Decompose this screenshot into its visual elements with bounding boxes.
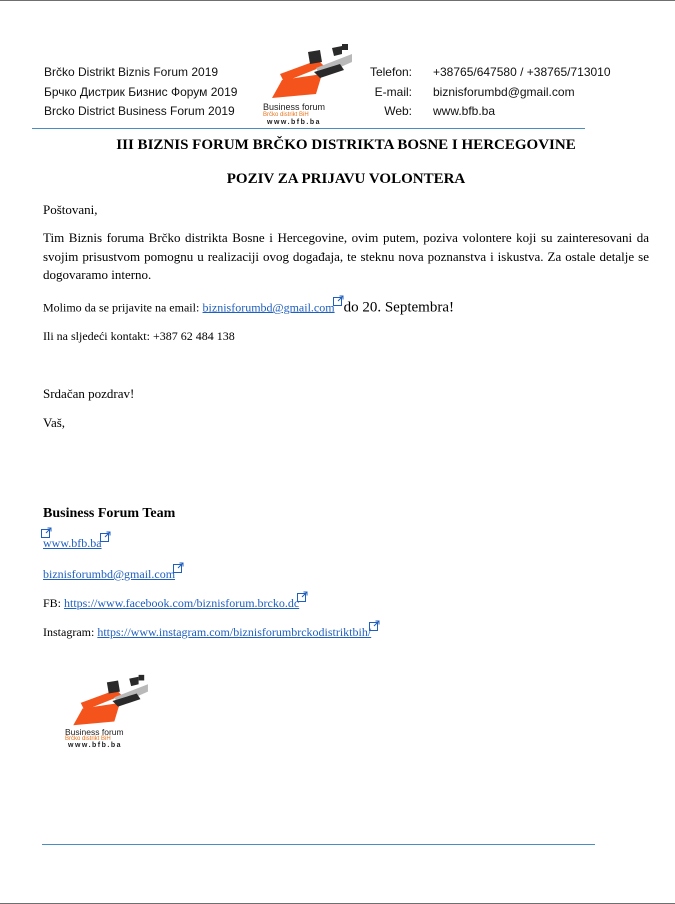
apply-email-link[interactable]: biznisforumbd@gmail.com	[202, 300, 335, 315]
instagram-label: Instagram:	[43, 625, 95, 639]
org-name-latin: Brčko Distrikt Biznis Forum 2019	[44, 65, 219, 79]
logo-caption-web: www.bfb.ba	[267, 119, 322, 126]
org-name-cyrillic: Брчко Дистрик Бизнис Форум 2019	[44, 84, 238, 99]
external-link-icon	[100, 531, 111, 542]
facebook-label: FB:	[43, 596, 62, 610]
closing: Srdačan pozdrav!	[43, 386, 135, 401]
logo-caption-region: Brčko distrikt BiH	[263, 112, 309, 118]
logo-caption-name: Business forum	[263, 102, 326, 112]
invitation-paragraph: Tim Biznis foruma Brčko distrikta Bosne i Hercegovine, ovim putem, poziva volontere koji su zainteresovani da svojim prisustvom pomognu u realizaciji ovog događaja, te steknu nova poznanstva i iskustva. Za ostale detalje se dogovaramo interno.	[43, 230, 649, 282]
header-divider	[32, 128, 585, 129]
document-subtitle: POZIV ZA PRIJAVU VOLONTERA	[226, 171, 466, 187]
external-link-icon	[41, 527, 52, 538]
logo-caption-web: www.bfb.ba	[68, 742, 123, 749]
apply-line	[43, 295, 454, 316]
greeting: Poštovani,	[43, 202, 98, 217]
logo-caption-name: Business forum	[65, 727, 124, 737]
web-value: www.bfb.ba	[433, 104, 496, 118]
signature-instagram	[43, 620, 380, 640]
email-label: E-mail:	[374, 84, 412, 99]
facebook-link[interactable]: https://www.facebook.com/biznisforum.brcko.dc	[64, 596, 300, 610]
signature-email	[43, 562, 184, 582]
signature-web	[43, 528, 111, 551]
header-contact-labels	[352, 63, 412, 122]
page-top-border	[0, 0, 675, 1]
phone-label: Telefon:	[369, 65, 412, 79]
web-link[interactable]: www.bfb.ba	[43, 536, 102, 550]
external-link-icon	[333, 295, 344, 306]
apply-prefix: Molimo da se prijavite na email:	[43, 300, 200, 315]
signature-facebook	[43, 591, 308, 611]
team-name: Business Forum Team	[43, 506, 176, 521]
header-org-names	[44, 63, 237, 122]
web-label: Web:	[384, 104, 412, 118]
sign-off: Vaš,	[43, 415, 66, 430]
logo-caption-region: Brčko distrikt BiH	[65, 736, 111, 742]
logo-mark-icon	[258, 42, 354, 102]
org-name-english: Brcko District Business Forum 2019	[44, 104, 235, 118]
document-title: III BIZNIS FORUM BRČKO DISTRIKTA BOSNE I HERCEGOVINE	[116, 137, 576, 153]
apply-deadline: do 20. Septembra!	[343, 299, 454, 316]
logo-mark-icon	[60, 673, 150, 729]
signature-logo	[60, 673, 150, 753]
header-contact-values	[433, 63, 611, 122]
instagram-link[interactable]: https://www.instagram.com/biznisforumbrckodistriktbih/	[97, 625, 372, 639]
contact-line: Ili na sljedeći kontakt: +387 62 484 138	[43, 329, 235, 343]
footer-divider	[42, 844, 595, 845]
email-value: biznisforumbd@gmail.com	[433, 84, 575, 99]
external-link-icon	[369, 620, 380, 631]
header-logo	[258, 42, 354, 128]
external-link-icon	[173, 562, 184, 573]
external-link-icon	[297, 591, 308, 602]
email-link[interactable]: biznisforumbd@gmail.com	[43, 567, 176, 581]
phone-value: +38765/647580 / +38765/713010	[433, 65, 611, 79]
